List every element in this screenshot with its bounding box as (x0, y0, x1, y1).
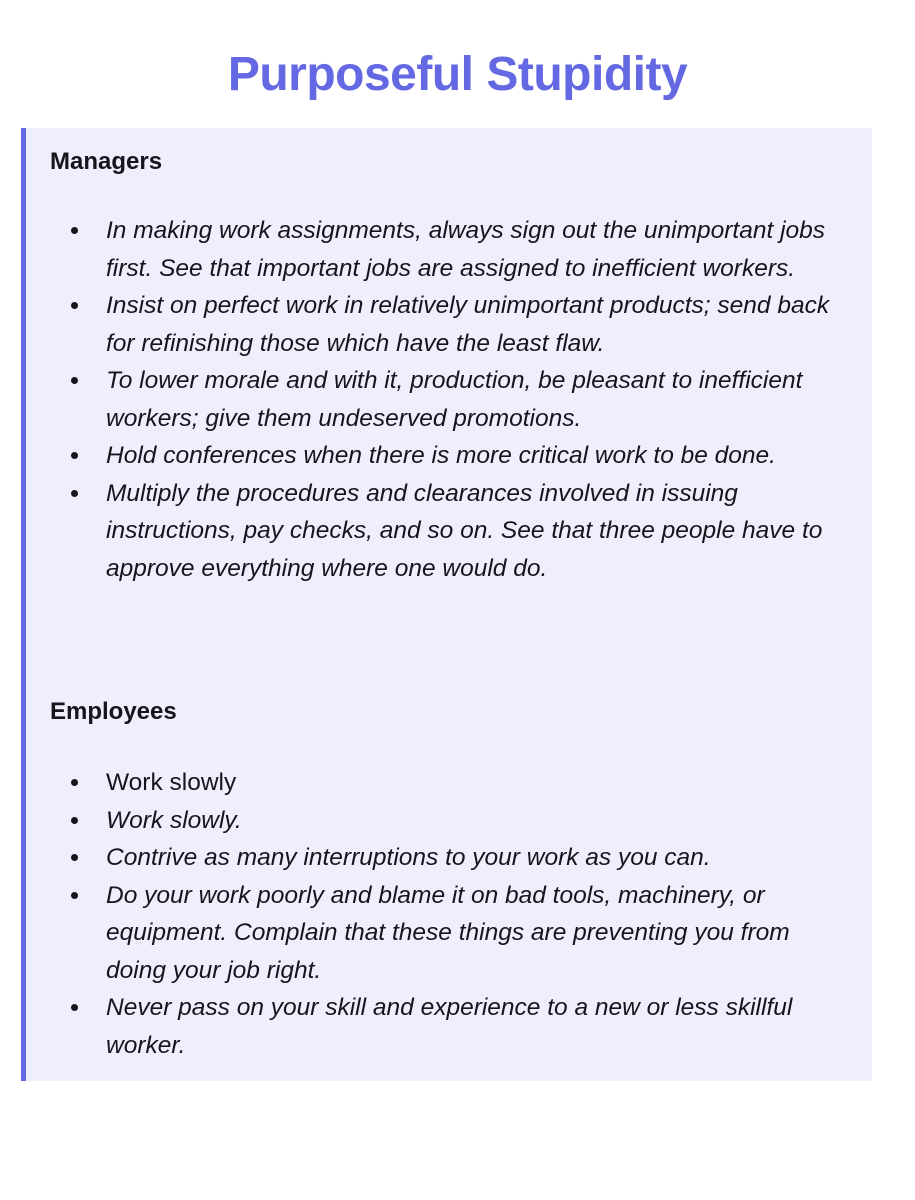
list-item (26, 989, 846, 1064)
bullet-icon (71, 490, 78, 497)
bullet-icon (71, 452, 78, 459)
bullet-icon (71, 892, 78, 899)
section-heading-employees: Employees (50, 698, 177, 725)
list-item-text: Contrive as many interruptions to your work as you can. (106, 844, 711, 871)
bullet-icon (71, 1004, 78, 1011)
bullet-icon (71, 854, 78, 861)
list-item-text: Multiply the procedures and clearances involved in issuing instructions, pay checks, and so on. See that three people have to approve everything where one would do. (106, 479, 823, 582)
list-item (26, 877, 846, 990)
list-item (26, 437, 846, 475)
callout-box (21, 128, 872, 1081)
list-item (26, 212, 846, 287)
list-item-text: Hold conferences when there is more critical work to be done. (106, 442, 776, 469)
managers-list (26, 212, 846, 587)
list-item (26, 802, 846, 840)
list-item-text: In making work assignments, always sign out the unimportant jobs first. See that important jobs are assigned to inefficient workers. (106, 217, 826, 282)
list-item-text: To lower morale and with it, production, be pleasant to inefficient workers; give them undeserved promotions. (106, 367, 803, 432)
bullet-icon (71, 377, 78, 384)
bullet-icon (71, 817, 78, 824)
list-item (26, 475, 846, 588)
page-title: Purposeful Stupidity (227, 48, 688, 101)
list-item (26, 839, 846, 877)
section-heading-managers: Managers (50, 148, 163, 175)
list-item-text: Never pass on your skill and experience to a new or less skillful worker. (106, 994, 793, 1059)
list-item-text: Do your work poorly and blame it on bad tools, machinery, or equipment. Complain that these things are preventing you from doing your job right. (106, 881, 790, 984)
list-item (26, 764, 846, 802)
list-item-text: Work slowly. (106, 806, 242, 834)
list-item (26, 362, 846, 437)
list-item (26, 287, 846, 362)
bullet-icon (71, 302, 78, 309)
bullet-icon (71, 779, 78, 786)
list-item-text: Insist on perfect work in relatively unimportant products; send back for refinishing those which have the least flaw. (106, 292, 830, 357)
bullet-icon (71, 227, 78, 234)
list-item-text: Work slowly (106, 769, 237, 796)
employees-list (26, 764, 846, 1064)
